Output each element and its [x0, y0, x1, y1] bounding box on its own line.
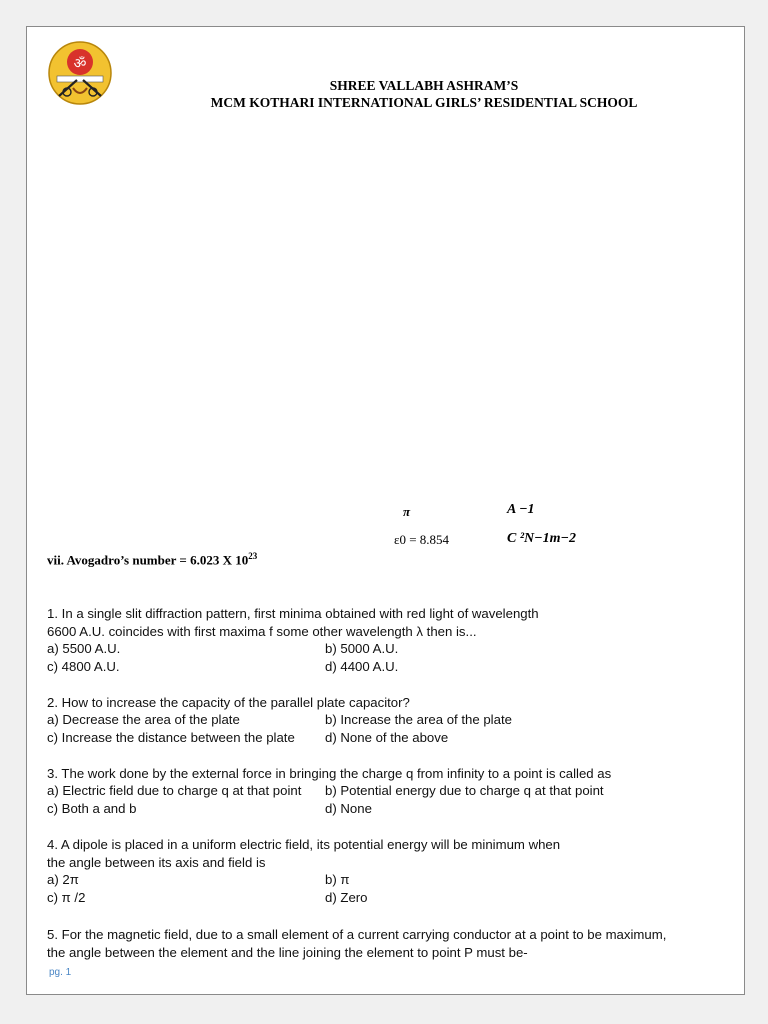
- question-1-option-d: d) 4400 A.U.: [325, 659, 399, 674]
- question-1-option-b: b) 5000 A.U.: [325, 641, 399, 656]
- page-number: pg. 1: [49, 967, 72, 978]
- question-4-option-a: a) 2π: [47, 872, 79, 887]
- avogadro-exponent: 23: [248, 551, 258, 561]
- avogadro-base: 10: [235, 552, 249, 568]
- permittivity-value: ε0 = 8.854: [394, 532, 450, 547]
- question-5-line-2: the angle between the element and the line joining the element to point P must be-: [47, 945, 528, 960]
- svg-text:ॐ: ॐ: [73, 56, 87, 72]
- question-4-line-1: 4. A dipole is placed in a uniform electric field, its potential energy will be minimum when: [47, 837, 561, 852]
- ampere-inverse: A −1: [507, 502, 535, 517]
- question-5-line-1: 5. For the magnetic field, due to a small element of a current carrying conductor at a point to be maximum,: [47, 927, 667, 942]
- question-2-option-c: c) Increase the distance between the plate: [47, 730, 295, 745]
- question-1-line-2: 6600 A.U. coincides with first maxima f some other wavelength λ then is...: [47, 624, 477, 639]
- question-4-option-b: b) π: [325, 872, 350, 887]
- question-4-option-d: d) Zero: [325, 890, 368, 905]
- question-1-option-c: c) 4800 A.U.: [47, 659, 120, 674]
- avogadro-text: vii. Avogadro’s number = 6.023 X: [47, 552, 236, 568]
- question-2-option-d: d) None of the above: [325, 730, 449, 745]
- question-2-line-1: 2. How to increase the capacity of the parallel plate capacitor?: [47, 695, 410, 710]
- question-2-option-a: a) Decrease the area of the plate: [47, 712, 240, 727]
- question-3-option-b: b) Potential energy due to charge q at that point: [325, 783, 604, 798]
- question-3-option-d: d) None: [325, 801, 372, 816]
- question-2-option-b: b) Increase the area of the plate: [325, 712, 512, 727]
- pi-symbol: π: [403, 504, 411, 519]
- question-3-line-1: 3. The work done by the external force in bringing the charge q from infinity to a point is called as: [47, 766, 612, 781]
- question-4-line-2: the angle between its axis and field is: [47, 855, 266, 870]
- school-name-line1: SHREE VALLABH ASHRAM’S: [329, 78, 519, 93]
- question-3-option-a: a) Electric field due to charge q at that point: [47, 783, 302, 798]
- question-1-option-a: a) 5500 A.U.: [47, 641, 121, 656]
- avogadro-constant: [47, 551, 257, 568]
- school-name-line2: MCM KOTHARI INTERNATIONAL GIRLS’ RESIDENTIAL SCHOOL: [210, 95, 638, 110]
- question-4-option-c: c) π /2: [47, 890, 86, 905]
- permittivity-units: C ²N−1m−2: [507, 531, 577, 546]
- question-3-option-c: c) Both a and b: [47, 801, 137, 816]
- question-1-line-1: 1. In a single slit diffraction pattern, first minima obtained with red light of wavelength: [47, 606, 539, 621]
